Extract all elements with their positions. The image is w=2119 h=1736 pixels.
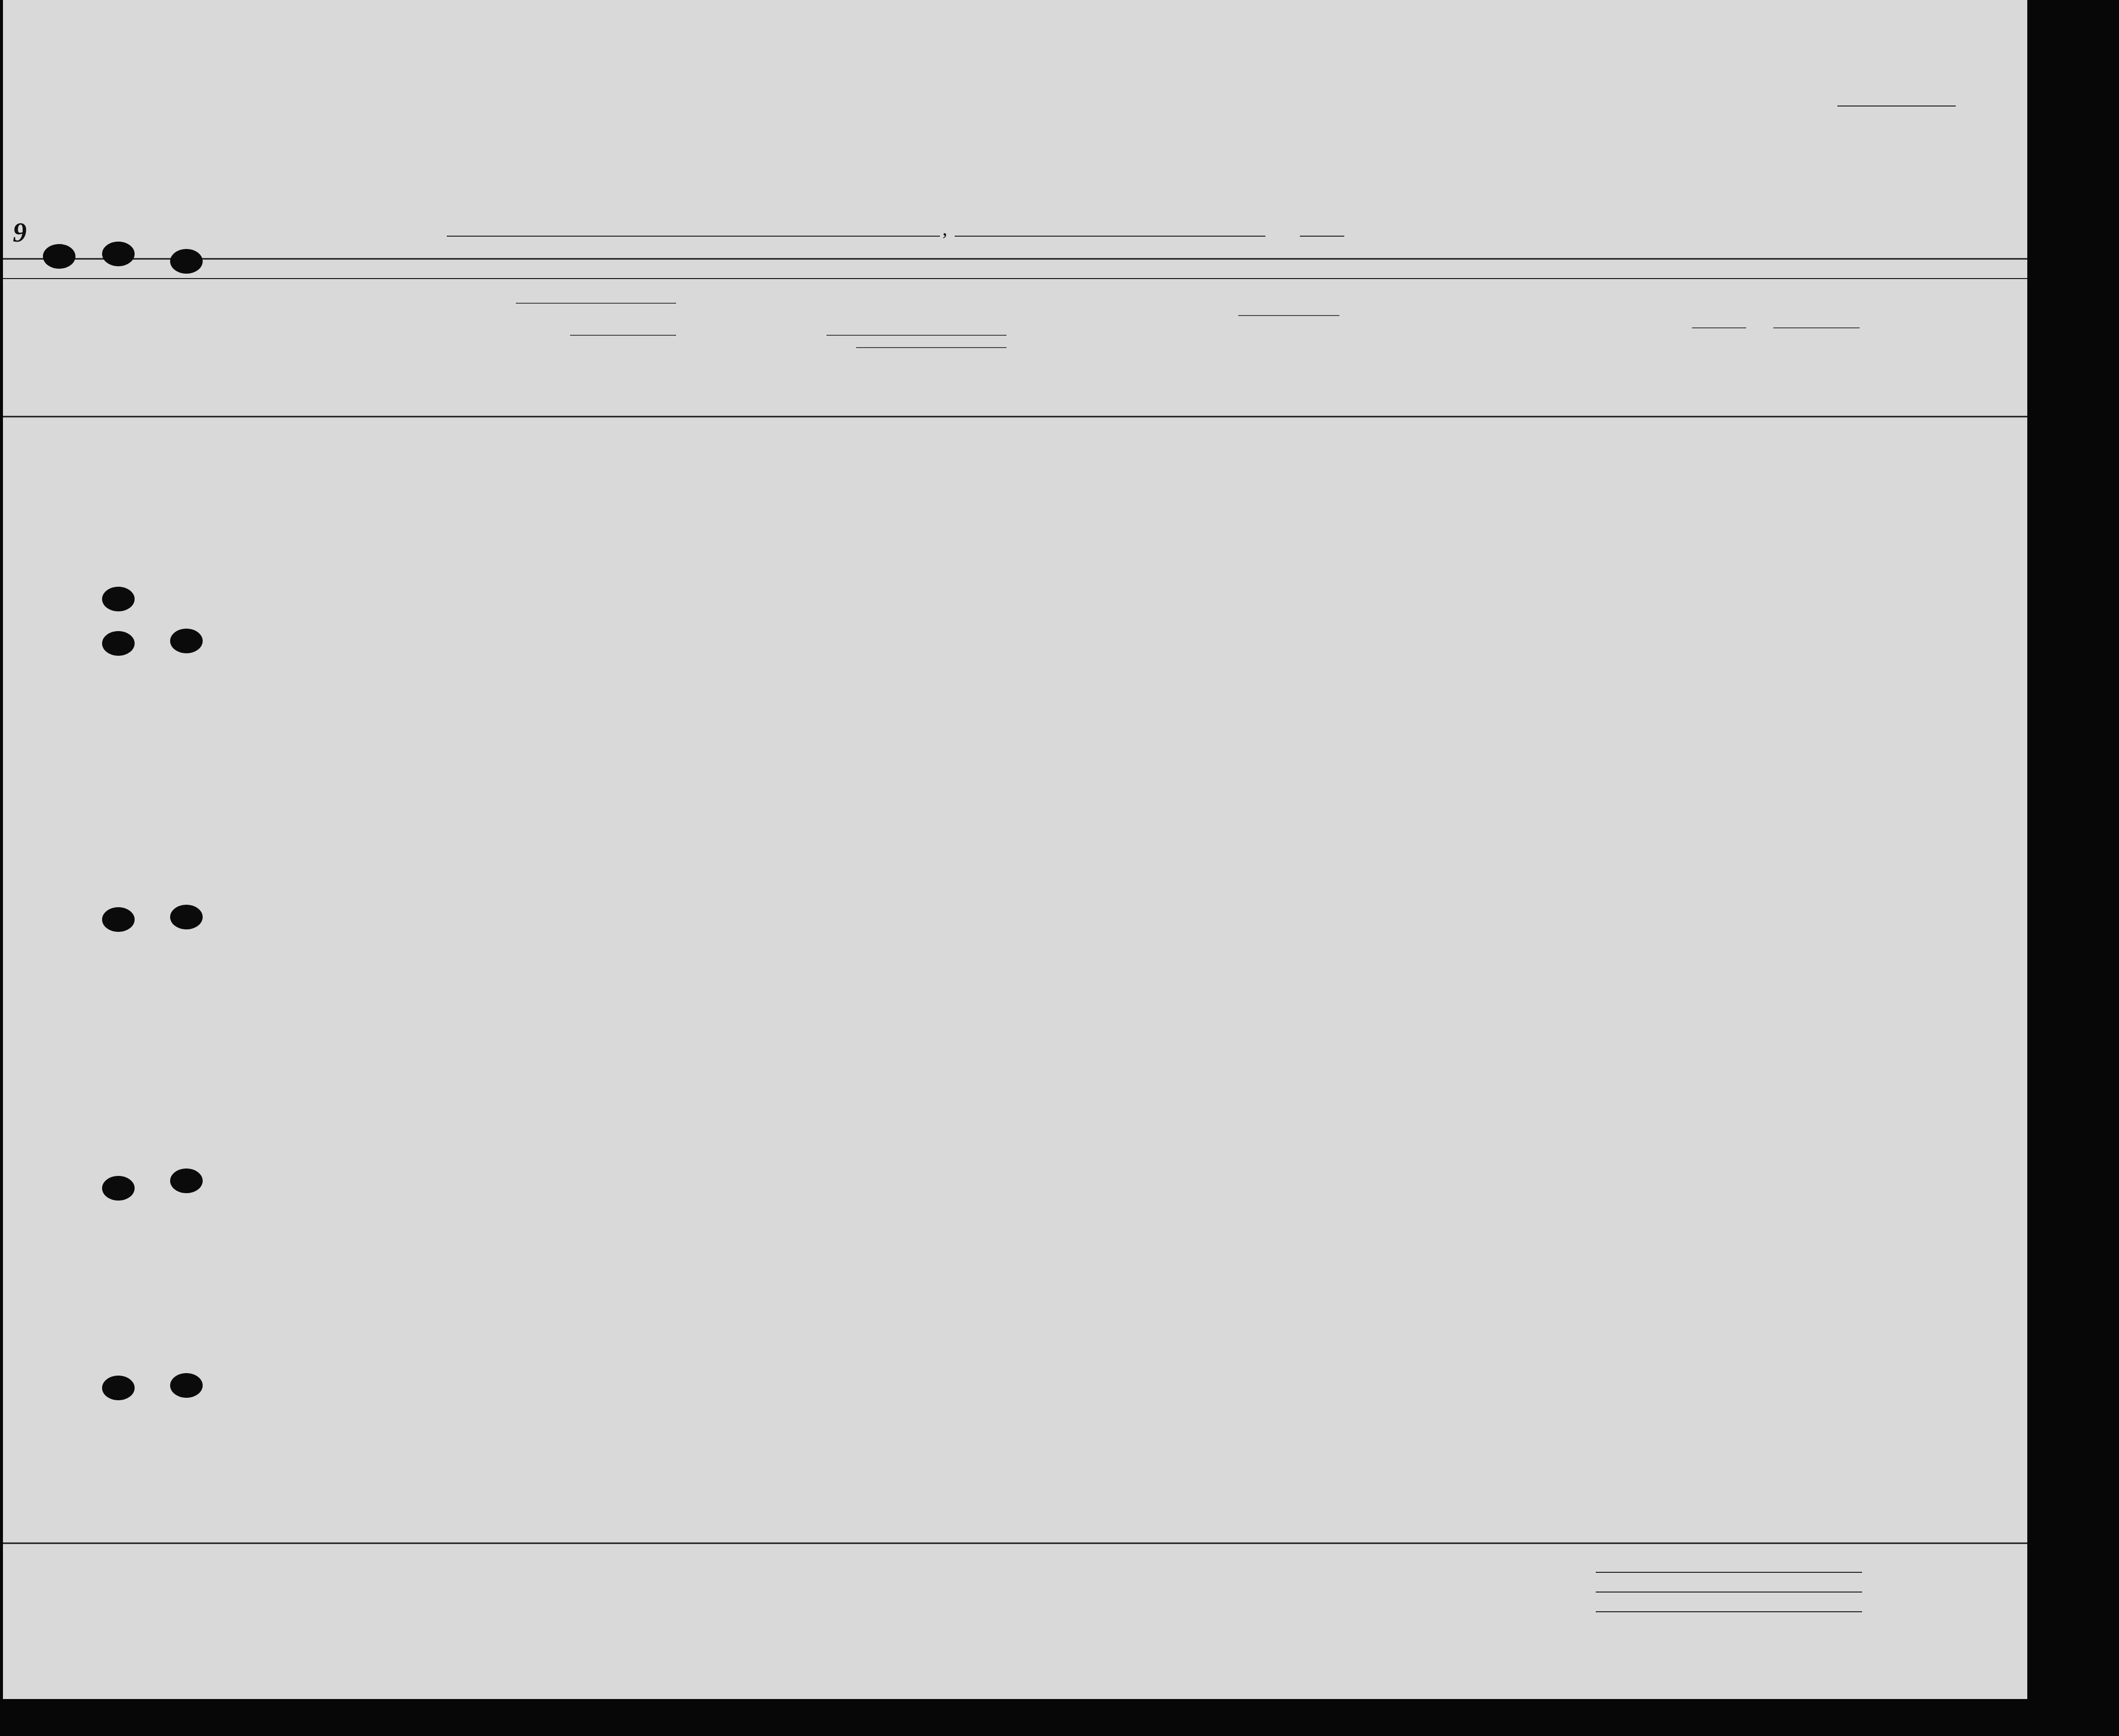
punch-hole <box>43 244 75 269</box>
punch-hole <box>170 1169 203 1193</box>
punch-hole <box>102 1176 135 1201</box>
punch-hole <box>102 631 135 656</box>
punch-hole <box>170 629 203 653</box>
table-grid <box>3 0 2027 1578</box>
punch-hole <box>102 1376 135 1400</box>
punch-hole <box>102 587 135 611</box>
year-left-hand: 9 <box>13 217 27 248</box>
owners-underline <box>1596 1592 1862 1593</box>
agents-underline <box>1596 1611 1862 1612</box>
punch-hole <box>170 905 203 929</box>
punch-hole <box>102 242 135 266</box>
port-comma: , <box>942 217 947 240</box>
manifest-sheet <box>3 0 2027 1699</box>
punch-hole <box>170 249 203 274</box>
punch-hole <box>170 1373 203 1398</box>
punch-hole <box>102 907 135 932</box>
line-underline <box>1596 1572 1862 1573</box>
